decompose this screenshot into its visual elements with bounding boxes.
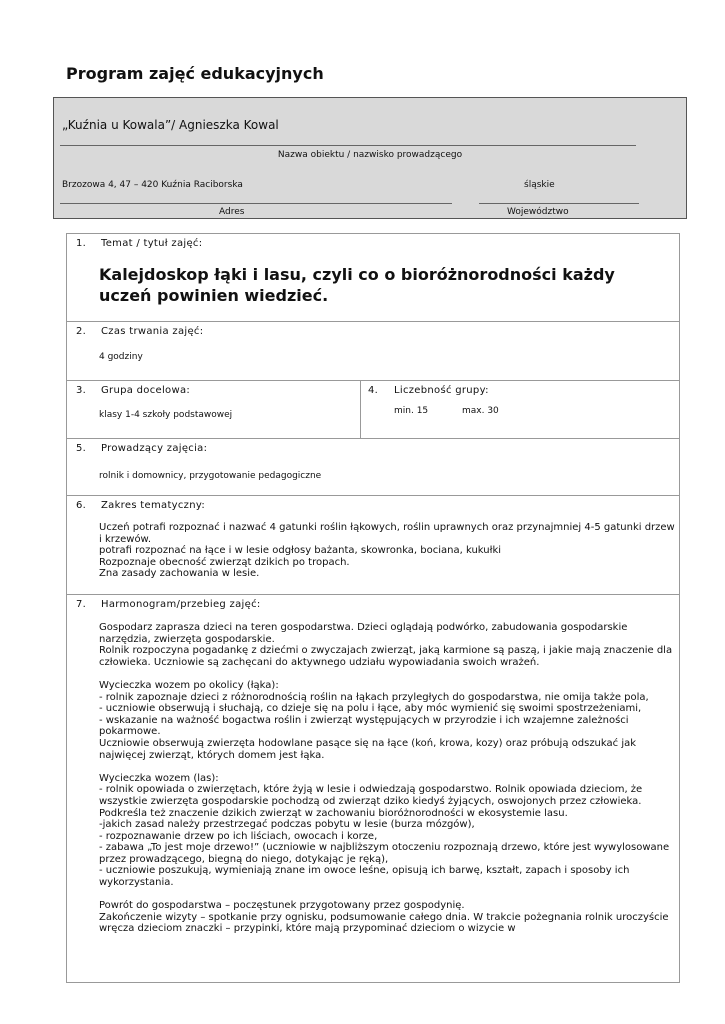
column-divider	[360, 381, 361, 438]
section-label: Temat / tytuł zajęć:	[101, 238, 203, 249]
section-topic	[67, 234, 679, 322]
section-number: 6.	[76, 500, 87, 511]
group-size-min: min. 15	[394, 406, 429, 416]
voivodeship-caption: Województwo	[507, 207, 569, 217]
duration-value: 4 godziny	[99, 352, 143, 362]
section-label: Harmonogram/przebieg zajęć:	[101, 599, 261, 610]
leaders-value: rolnik i domownicy, przygotowanie pedagogiczne	[99, 471, 322, 481]
section-label: Czas trwania zajęć:	[101, 326, 204, 337]
voivodeship-value: śląskie	[524, 180, 555, 190]
scope-text: Uczeń potrafi rozpoznać i nazwać 4 gatunki roślin łąkowych, roślin uprawnych oraz przynajmniej 4-5 gatunki drzew i krzewów. potrafi rozpoznać na łące i w lesie odgłosy bażanta, skowronka, bociana, kukułki Rozpoznaje obecność zwierząt dzikich po tropach. Zna zasady zachowania w lesie.	[99, 522, 675, 580]
section-number: 1.	[76, 238, 87, 249]
section-number: 3.	[76, 385, 87, 396]
section-label: Zakres tematyczny:	[101, 500, 206, 511]
program-table	[66, 233, 680, 983]
section-duration	[67, 322, 679, 381]
header-box	[53, 97, 687, 219]
schedule-text: Gospodarz zaprasza dzieci na teren gospodarstwa. Dzieci oglądają podwórko, zabudowania gospodarskie narzędzia, zwierzęta gospodarskie. Rolnik rozpoczyna pogadankę z dziećmi o zwyczajach zwierząt, jaką karmione są paszą, i jakie mają znaczenie dla człowieka. Uczniowie są zachęcani do aktywnego udziału wypowiadania swoich wrażeń. Wycieczka wozem po okolicy (łąka): - rolnik zapoznaje dzieci z różnorodnością roślin na łąkach przyległych do gospodarstwa, nie omija także pola, - uczniowie obserwują i słuchają, co dzieje się na polu i łące, aby móc wymienić się swoimi spostrzeżeniami, - wskazanie na ważność bogactwa roślin i zwierząt występujących w przyrodzie i ich wzajemne zależności pokarmowe. Uczniowie obserwują zwierzęta hodowlane pasące się na łące (koń, krowa, kozy) oraz próbują odszukać jak najwięcej zwierząt, których domem jest łąka. Wycieczka wozem (las): - rolnik opowiada o zwierzętach, które żyją w lesie i odwiedzają gospodarstwo. Rolnik opowiada dzieciom, że wszystkie zwierzęta gospodarskie pochodzą od zwierząt dziko kiedyś żyjących, oswojonych przez człowieka. Podkreśla też znaczenie dzikich zwierząt w zachowaniu bioróżnorodności w ekosystemie lasu. -jakich zasad należy przestrzegać podczas pobytu w lesie (burza mózgów), - rozpoznawanie drzew po ich liściach, owocach i korze, - zabawa „To jest moje drzewo!” (uczniowie w najbliższym otoczeniu rozpoznają drzewo, które jest wywylosowane przez prowadzącego, biegną do niego, dotykając je ręką), - uczniowie poszukują, wymieniają znane im owoce leśne, opisują ich barwę, kształt, zapach i sposoby ich wykorzystania. Powrót do gospodarstwa – poczęstunek przygotowany przez gospodynię. Zakończenie wizyty – spotkanie przy ognisku, podsumowanie całego dnia. W trakcie pożegnania rolnik uroczyście wręcza dzieciom znaczki – przypinki, które mają przypominać dzieciom o wizycie w	[99, 622, 673, 935]
section-scope	[67, 496, 679, 595]
group-size-max: max. 30	[462, 406, 499, 416]
section-number: 4.	[368, 385, 379, 396]
section-leaders	[67, 439, 679, 496]
divider	[60, 145, 636, 146]
object-name: „Kuźnia u Kowala”/ Agnieszka Kowal	[62, 118, 279, 132]
address-caption: Adres	[219, 207, 245, 217]
document-title: Program zajęć edukacyjnych	[66, 64, 324, 83]
address-value: Brzozowa 4, 47 – 420 Kuźnia Raciborska	[62, 180, 243, 190]
divider	[479, 203, 639, 204]
section-number: 2.	[76, 326, 87, 337]
group-value: klasy 1-4 szkoły podstawowej	[99, 410, 233, 420]
topic-title: Kalejdoskop łąki i lasu, czyli co o bioróżnorodności każdy uczeń powinien wiedzieć.	[99, 265, 615, 305]
divider	[60, 203, 452, 204]
section-number: 7.	[76, 599, 87, 610]
section-schedule	[67, 595, 679, 982]
section-label: Prowadzący zajęcia:	[101, 443, 208, 454]
section-group	[67, 381, 679, 439]
object-caption: Nazwa obiektu / nazwisko prowadzącego	[277, 150, 463, 160]
section-label: Grupa docelowa:	[101, 385, 191, 396]
section-label: Liczebność grupy:	[394, 385, 489, 396]
section-number: 5.	[76, 443, 87, 454]
